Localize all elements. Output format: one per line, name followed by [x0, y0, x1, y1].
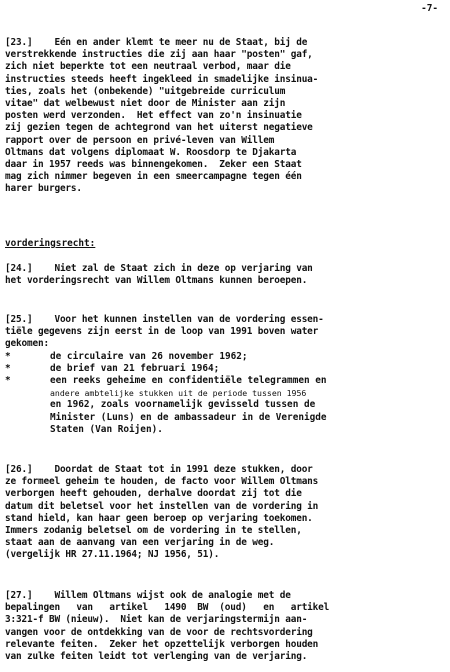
paragraph-26-line: verborgen heeft gehouden, derhalve doordat zij tot die: [5, 488, 302, 500]
bullet-continuation: [5, 424, 447, 436]
paragraph-26-line: (vergelijk HR 27.11.1964; NJ 1956, 51).: [5, 549, 220, 561]
bullet-continuation: [5, 412, 447, 424]
bullet-continuation: [5, 387, 447, 399]
paragraph-23-line: vitae" dat welbewust niet door de Minister aan zijn: [5, 97, 286, 109]
bullet-text: de circulaire van 26 november 1962;: [50, 350, 248, 362]
paragraph-23-line: instructies steeds heeft ingekleed in smadelijke insinua-: [5, 73, 319, 85]
paragraph-24: [5, 263, 447, 287]
paragraph-23-line: posten werd verzonden. Het effect van zo'n insinuatie: [5, 110, 302, 122]
paragraph-26: [5, 464, 447, 562]
paragraph-23-line: Oltmans dat volgens diplomaat W. Roosdorp te Djakarta: [5, 146, 297, 158]
paragraph-27-line: bepalingen van artikel 1490 BW (oud) en artikel: [5, 602, 330, 614]
paragraph-23-line: zij gezien tegen de achtegrond van het uiterst negatieve: [5, 122, 313, 134]
bullet-text: andere ambtelijke stukken uit de periode tussen 1956: [50, 388, 307, 399]
paragraph-25: [5, 314, 447, 436]
paragraph-23-line: ties, zoals het (onbekende) "uitgebreide curriculum: [5, 85, 286, 97]
paragraph-27: [5, 590, 447, 663]
paragraph-24-line: het vorderingsrecht van Willem Oltmans kunnen beroepen.: [5, 275, 308, 287]
paragraph-26-line: [26.] Doordat de Staat tot in 1991 deze stukken, door: [5, 464, 313, 475]
bullet-text: Staten (Van Roijen).: [50, 423, 163, 435]
bullet-item-circulaire: [5, 351, 447, 363]
paragraph-26-line: Immers zodanig beletsel om de vordering in te stellen,: [5, 524, 302, 536]
paragraph-26-line: stand hield, kan haar geen beroep op verjaring toekomen.: [5, 512, 313, 524]
bullet-text: de brief van 21 februari 1964;: [50, 362, 220, 374]
paragraph-27-line: vangen voor de ontdekking van de voor de rechtsvordering: [5, 626, 313, 638]
bullet-text: Minister (Luns) en de ambassadeur in de Verenigde: [50, 411, 327, 423]
paragraph-24-line: [24.] Niet zal de Staat zich in deze op verjaring van: [5, 263, 313, 274]
paragraph-25-line: tiële gegevens zijn eerst in de loop van 1991 boven water: [5, 326, 319, 338]
paragraph-27-line: van zulke feiten leidt tot verlenging van de verjaring.: [5, 650, 308, 662]
bullet-text: een reeks geheime en confidentiële telegrammen en: [50, 374, 327, 386]
paragraph-23-line: mag zich nimmer begeven in een smeercampagne tegen één: [5, 171, 302, 183]
paragraph-23-line: verstrekkende instructies die zij aan haar "posten" gaf,: [5, 49, 313, 61]
section-heading-vorderingsrecht: vorderingsrecht:: [5, 238, 96, 249]
paragraph-26-line: datum dit beletsel voor het instellen van de vordering in: [5, 500, 319, 512]
page-number: -7-: [421, 3, 438, 14]
paragraph-23-line: daar in 1957 reeds was binnengekomen. Zeker een Staat: [5, 158, 302, 170]
paragraph-23-line: [23.] Eén en ander klemt te meer nu de Staat, bij de: [5, 37, 308, 48]
paragraph-27-line: relevante feiten. Zeker het opzettelijk verborgen houden: [5, 638, 319, 650]
paragraph-23: [5, 37, 447, 195]
paragraph-23-line: harer burgers.: [5, 183, 82, 195]
bullet-marker: *: [5, 374, 11, 386]
bullet-item-telegrammen: [5, 375, 447, 387]
paragraph-23-line: rapport over de persoon en privé-leven van Willem: [5, 134, 275, 146]
bullet-marker: *: [5, 362, 11, 374]
bullet-marker: *: [5, 350, 11, 362]
paragraph-26-line: staat aan de aanvang van een verjaring in de weg.: [5, 537, 275, 549]
paragraph-26-line: ze formeel geheim te houden, de facto voor Willem Oltmans: [5, 476, 319, 488]
paragraph-27-line: 3:321-f BW (nieuw). Niet kan de verjaringstermijn aan-: [5, 614, 308, 626]
bullet-text: en 1962, zoals voornamelijk gevisseld tussen de: [50, 399, 316, 411]
bullet-item-brief: [5, 363, 447, 375]
paragraph-23-line: zich niet beperkte tot een neutraal verbod, maar die: [5, 61, 291, 73]
paragraph-25-line: gekomen:: [5, 338, 49, 350]
paragraph-25-line: [25.] Voor het kunnen instellen van de vordering essen-: [5, 314, 324, 325]
bullet-continuation: [5, 399, 447, 411]
paragraph-27-line: [27.] Willem Oltmans wijst ook de analogie met de: [5, 590, 291, 601]
